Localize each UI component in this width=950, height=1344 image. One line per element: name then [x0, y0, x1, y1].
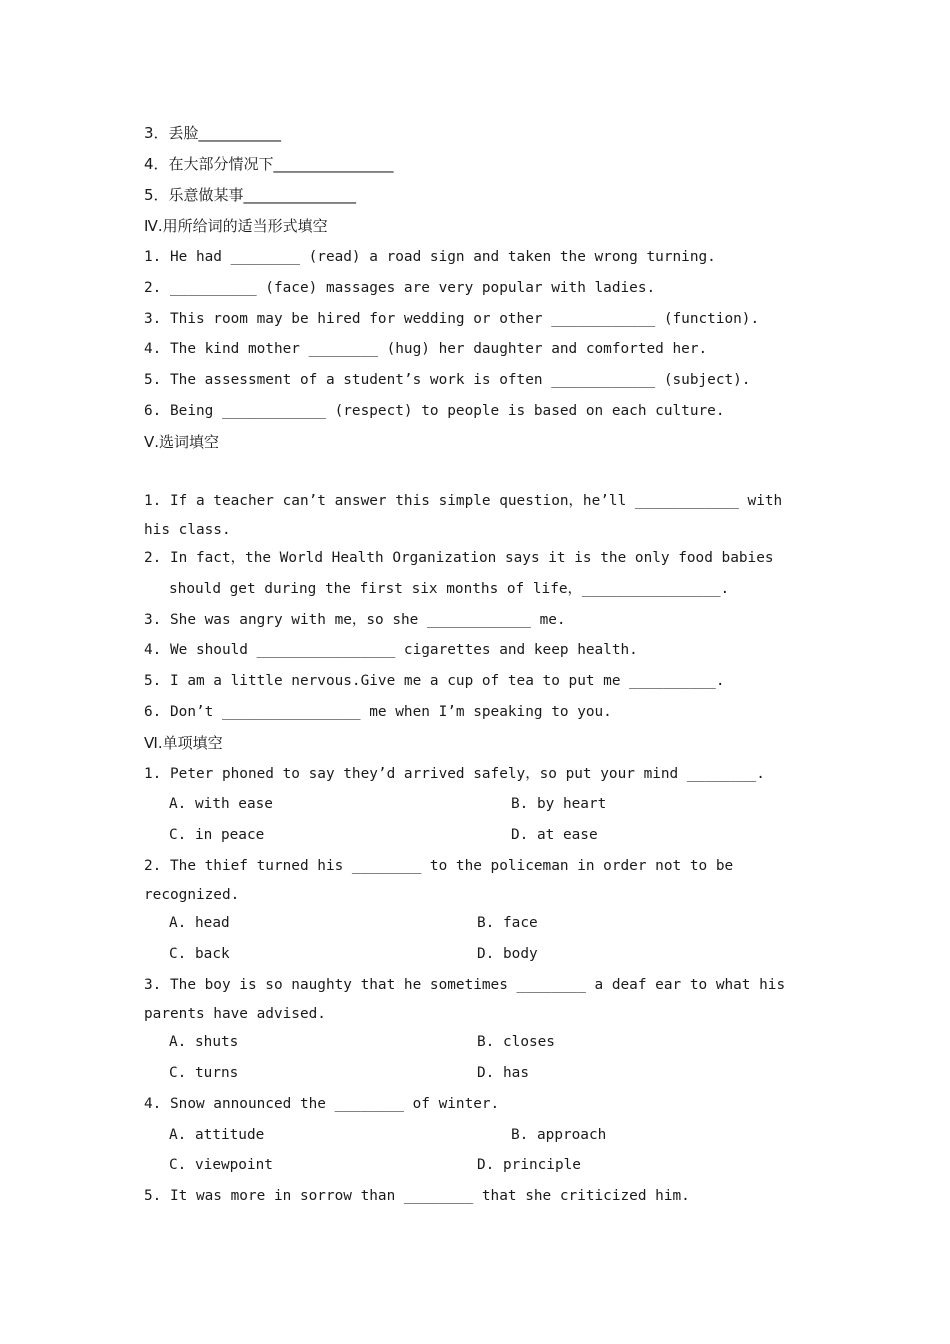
question-1: 1. Peter phoned to say they’d arrived safely，so put your mind ________.: [144, 766, 765, 782]
section-4-heading: Ⅳ.用所给词的适当形式填空: [144, 217, 328, 235]
question-5: 5. It was more in sorrow than ________ that she criticized him.: [144, 1188, 690, 1204]
question-3-option-d: D. has: [477, 1065, 529, 1081]
question-3-option-b: B. closes: [477, 1034, 555, 1050]
section-5-item-3: 3. She was angry with me，so she ____________ me.: [144, 612, 566, 628]
section-5-item-5: 5. I am a little nervous.Give me a cup of tea to put me __________.: [144, 673, 725, 689]
section-5-item-1-cont: his class.: [144, 522, 231, 538]
section-5-item-4: 4. We should ________________ cigarettes and keep health.: [144, 642, 638, 658]
question-2-cont: recognized.: [144, 887, 240, 903]
section-5-item-2-cont: should get during the first six months of life，________________.: [169, 581, 730, 597]
phrase-item-5: 5．乐意做某事_______________: [144, 186, 357, 204]
question-3-cont: parents have advised.: [144, 1006, 326, 1022]
question-1-option-c: C. in peace: [169, 827, 265, 843]
section-4-item-5: 5. The assessment of a student’s work is often ____________ (subject).: [144, 372, 751, 388]
phrase-item-4: 4．在大部分情况下________________: [144, 155, 394, 173]
section-6-heading: Ⅵ.单项填空: [144, 734, 223, 752]
question-3-option-a: A. shuts: [169, 1034, 239, 1050]
question-1-option-a: A. with ease: [169, 796, 273, 812]
question-4-option-a: A. attitude: [169, 1127, 265, 1143]
section-5-heading: Ⅴ.选词填空: [144, 433, 220, 451]
section-4-item-6: 6. Being ____________ (respect) to people is based on each culture.: [144, 403, 725, 419]
question-2-option-a: A. head: [169, 915, 230, 931]
question-4-option-c: C. viewpoint: [169, 1157, 273, 1173]
section-4-item-3: 3. This room may be hired for wedding or other ____________ (function).: [144, 311, 760, 327]
question-2-option-b: B. face: [477, 915, 538, 931]
question-3-option-c: C. turns: [169, 1065, 239, 1081]
question-4-option-d: D. principle: [477, 1157, 581, 1173]
section-4-item-4: 4. The kind mother ________ (hug) her daughter and comforted her.: [144, 341, 708, 357]
question-4: 4. Snow announced the ________ of winter.: [144, 1096, 500, 1112]
section-5-item-1: 1. If a teacher can’t answer this simple question，he’ll ____________ with: [144, 493, 783, 509]
question-2-option-c: C. back: [169, 946, 230, 962]
question-4-option-b: B. approach: [511, 1127, 607, 1143]
section-4-item-1: 1. He had ________ (read) a road sign and taken the wrong turning.: [144, 249, 716, 265]
question-2: 2. The thief turned his ________ to the policeman in order not to be: [144, 858, 734, 874]
section-4-item-2: 2. __________ (face) massages are very popular with ladies.: [144, 280, 656, 296]
question-2-option-d: D. body: [477, 946, 538, 962]
question-3: 3. The boy is so naughty that he sometimes ________ a deaf ear to what his: [144, 977, 786, 993]
section-5-item-6: 6. Don’t ________________ me when I’m speaking to you.: [144, 704, 612, 720]
question-1-option-b: B. by heart: [511, 796, 607, 812]
section-5-item-2: 2. In fact，the World Health Organization says it is the only food babies: [144, 550, 774, 566]
question-1-option-d: D. at ease: [511, 827, 598, 843]
phrase-item-3: 3．丢脸___________: [144, 124, 282, 142]
